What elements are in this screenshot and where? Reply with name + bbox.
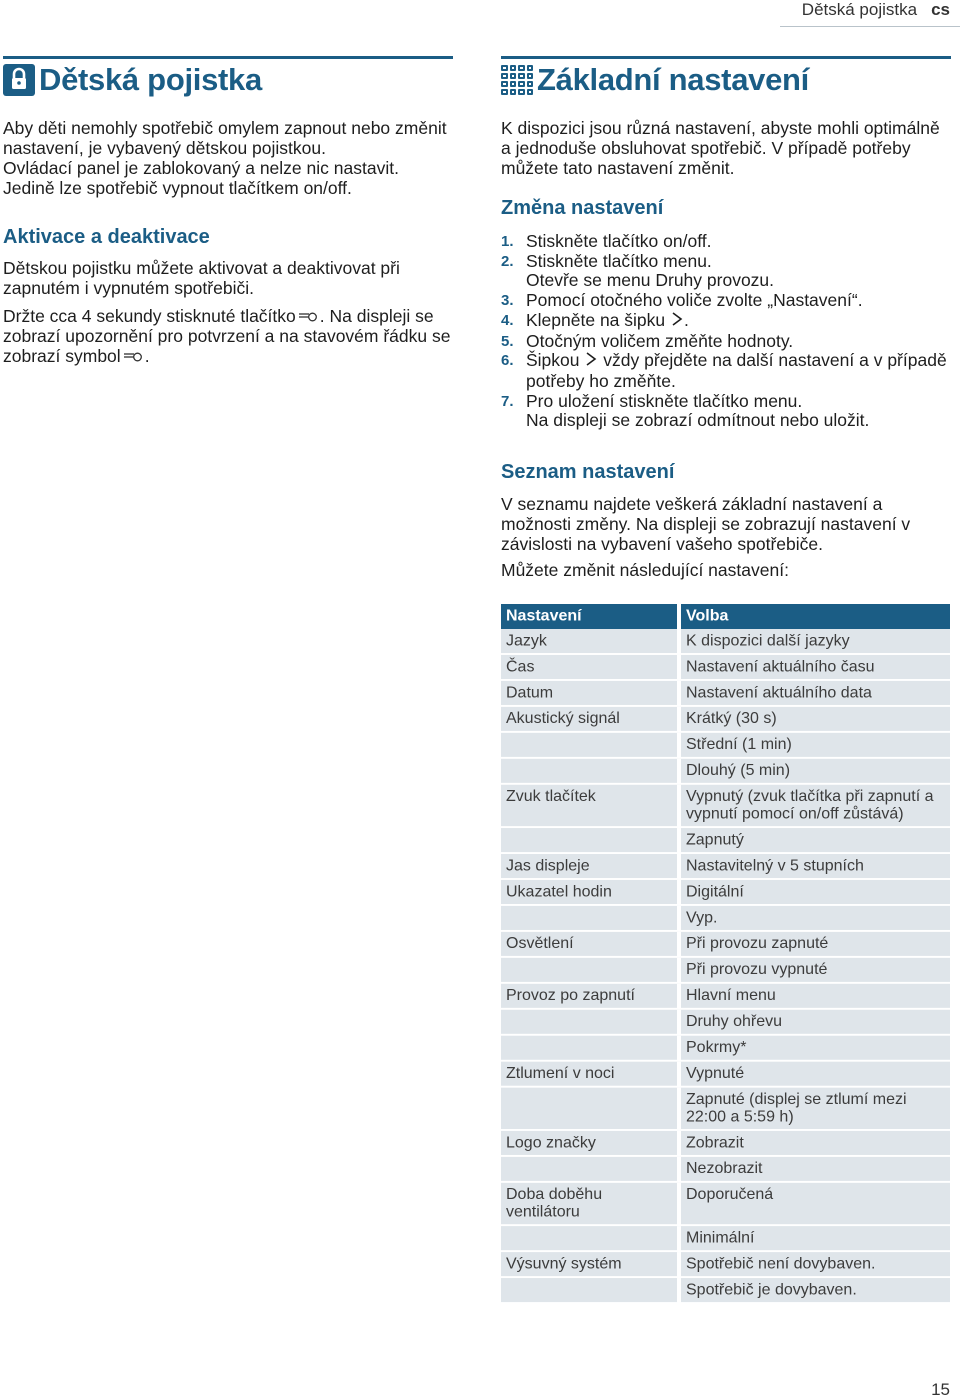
setting-option-cell: Při provozu vypnuté xyxy=(679,957,950,983)
setting-option-cell: Nastavení aktuálního času xyxy=(679,654,950,680)
setting-option-cell: Vypnuté xyxy=(679,1061,950,1087)
setting-option-cell: Digitální xyxy=(679,879,950,905)
step-text: Otočným voličem změňte hodnoty. xyxy=(526,330,794,351)
setting-option-cell: Dlouhý (5 min) xyxy=(679,758,950,784)
header-language: cs xyxy=(931,0,950,19)
step-number: 7. xyxy=(501,392,514,410)
child-lock-section xyxy=(3,56,453,366)
header-rule xyxy=(780,26,960,27)
steps-list xyxy=(501,232,951,431)
setting-name-cell xyxy=(501,827,679,853)
activation-paragraph: Dětskou pojistku můžete aktivovat a deaktivovat při zapnutém i vypnutém spotřebiči. xyxy=(3,258,400,298)
hold-key-text-2: . Na displeji se zobrazí upozornění pro potvrzení a na stavovém řádku se zobrazí symbol xyxy=(3,306,451,366)
step-number: 4. xyxy=(501,311,514,329)
settings-grid-icon xyxy=(501,65,533,95)
step-item xyxy=(501,351,951,391)
table-row xyxy=(501,654,950,680)
status-lock-symbol-icon xyxy=(123,351,143,363)
section-rule xyxy=(3,56,453,59)
table-row xyxy=(501,905,950,931)
setting-name-cell xyxy=(501,1087,679,1130)
setting-option-cell: Zobrazit xyxy=(679,1130,950,1156)
setting-name-cell xyxy=(501,732,679,758)
setting-option-cell: Druhy ohřevu xyxy=(679,1009,950,1035)
setting-option-cell: Nezobrazit xyxy=(679,1156,950,1182)
hold-key-text: Držte cca 4 sekundy stisknuté tlačítko xyxy=(3,306,296,326)
setting-name-cell: Jas displeje xyxy=(501,853,679,879)
change-settings-title: Změna nastavení xyxy=(501,197,664,219)
running-header xyxy=(802,0,950,24)
section-title: Základní nastavení xyxy=(537,62,809,97)
table-row xyxy=(501,706,950,732)
setting-name-cell: Logo značky xyxy=(501,1130,679,1156)
step-text-end: vždy přejděte na další nastavení a v případě potřeby ho změňte. xyxy=(526,350,947,391)
setting-name-cell xyxy=(501,905,679,931)
setting-name-cell: Čas xyxy=(501,654,679,680)
step-number: 6. xyxy=(501,352,514,370)
setting-name-cell: Ztlumení v noci xyxy=(501,1061,679,1087)
setting-option-cell: Krátký (30 s) xyxy=(679,706,950,732)
setting-name-cell xyxy=(501,957,679,983)
chevron-right-icon xyxy=(670,311,684,332)
table-row xyxy=(501,957,950,983)
setting-option-cell: Spotřebič není dovybaven. xyxy=(679,1251,950,1277)
setting-name-cell xyxy=(501,1225,679,1251)
table-row xyxy=(501,784,950,827)
settings-list-title: Seznam nastavení xyxy=(501,461,675,484)
chevron-right-icon xyxy=(584,351,598,372)
setting-name-cell xyxy=(501,1156,679,1182)
table-row xyxy=(501,1251,950,1277)
step-item xyxy=(501,252,951,291)
table-row xyxy=(501,1061,950,1087)
step-text: Stiskněte tlačítko on/off. xyxy=(526,231,712,251)
setting-option-cell: Doporučená xyxy=(679,1182,950,1225)
table-row xyxy=(501,1156,950,1182)
setting-option-cell: Minimální xyxy=(679,1225,950,1251)
lock-icon xyxy=(3,64,35,96)
step-number: 2. xyxy=(501,252,514,270)
setting-option-cell: Pokrmy* xyxy=(679,1035,950,1061)
subsection-title: Aktivace a deaktivace xyxy=(3,226,210,248)
intro-paragraph: K dispozici jsou různá nastavení, abyste mohli optimálně a jednoduše obsluhovat spotřebič. V případě potřeby můžete tato nastavení změnit. xyxy=(501,118,940,178)
step-text: Pomocí otočného voliče zvolte „Nastavení“. xyxy=(526,290,863,311)
step-number: 5. xyxy=(501,332,514,350)
table-row xyxy=(501,1277,950,1303)
list-intro-paragraph: V seznamu najdete veškerá základní nastavení a možnosti změny. Na displeji se zobrazují nastavení v závislosti na vybavení vašeho spotřebiče. xyxy=(501,494,911,555)
header-title: Dětská pojistka xyxy=(801,0,918,19)
setting-option-cell: Nastavitelný v 5 stupních xyxy=(679,853,950,879)
table-row xyxy=(501,1087,950,1130)
setting-name-cell: Osvětlení xyxy=(501,931,679,957)
hold-key-paragraph xyxy=(3,306,453,366)
setting-name-cell xyxy=(501,1035,679,1061)
step-number: 3. xyxy=(501,292,514,310)
table-row xyxy=(501,1009,950,1035)
step-item xyxy=(501,392,951,431)
step-text: Klepněte na šipku xyxy=(526,309,666,330)
step-text-end: . xyxy=(684,309,689,330)
setting-option-cell: Střední (1 min) xyxy=(679,732,950,758)
table-row xyxy=(501,983,950,1009)
intro-paragraph-2: Ovládací panel je zablokovaný a nelze nic nastavit. Jedině lze spotřebič vypnout tlačítkem on/off. xyxy=(3,158,399,198)
basic-settings-section xyxy=(501,56,951,580)
table-row xyxy=(501,853,950,879)
hold-key-text-end: . xyxy=(144,346,150,366)
step-text: Pro uložení stiskněte tlačítko menu. xyxy=(526,390,803,411)
setting-name-cell: Provoz po zapnutí xyxy=(501,983,679,1009)
setting-option-cell: Při provozu zapnuté xyxy=(679,931,950,957)
page-number: 15 xyxy=(931,1380,950,1399)
setting-option-cell: Hlavní menu xyxy=(679,983,950,1009)
step-result: Na displeji se zobrazí odmítnout nebo uložit. xyxy=(526,410,870,431)
step-item xyxy=(501,232,951,252)
step-text: Stiskněte tlačítko menu. xyxy=(526,250,712,271)
step-item xyxy=(501,291,951,311)
setting-name-cell: Doba doběhu ventilátoru xyxy=(501,1182,679,1225)
list-intro-paragraph-2: Můžete změnit následující nastavení: xyxy=(501,560,789,581)
setting-name-cell: Výsuvný systém xyxy=(501,1251,679,1277)
setting-name-cell: Akustický signál xyxy=(501,706,679,732)
setting-option-cell: Zapnuté (displej se ztlumí mezi 22:00 a 5:59 h) xyxy=(679,1087,950,1130)
table-row xyxy=(501,680,950,706)
table-row xyxy=(501,758,950,784)
table-row xyxy=(501,931,950,957)
table-row xyxy=(501,879,950,905)
setting-name-cell: Ukazatel hodin xyxy=(501,879,679,905)
setting-option-cell: Nastavení aktuálního data xyxy=(679,680,950,706)
setting-option-cell: Vypnutý (zvuk tlačítka při zapnutí a vypnutí pomocí on/off zůstává) xyxy=(679,784,950,827)
settings-table xyxy=(501,604,950,1304)
setting-option-cell: K dispozici další jazyky xyxy=(679,629,950,654)
step-item xyxy=(501,332,951,352)
setting-name-cell xyxy=(501,758,679,784)
table-row xyxy=(501,1130,950,1156)
step-item xyxy=(501,311,951,332)
setting-name-cell: Zvuk tlačítek xyxy=(501,784,679,827)
table-row xyxy=(501,629,950,654)
table-row xyxy=(501,732,950,758)
key-lock-symbol-icon xyxy=(298,311,318,323)
step-result: Otevře se menu Druhy provozu. xyxy=(526,270,775,291)
section-title: Dětská pojistka xyxy=(39,62,262,97)
setting-option-cell: Zapnutý xyxy=(679,827,950,853)
setting-option-cell: Spotřebič je dovybaven. xyxy=(679,1277,950,1303)
table-row xyxy=(501,1035,950,1061)
table-row xyxy=(501,1225,950,1251)
step-text: Šipkou xyxy=(526,350,580,371)
table-row xyxy=(501,827,950,853)
setting-name-cell xyxy=(501,1277,679,1303)
setting-name-cell: Datum xyxy=(501,680,679,706)
setting-name-cell: Jazyk xyxy=(501,629,679,654)
table-header-row xyxy=(501,604,950,629)
intro-paragraph: Aby děti nemohly spotřebič omylem zapnout nebo změnit nastavení, je vybavený dětskou pojistkou. xyxy=(3,118,447,158)
table-row xyxy=(501,1182,950,1225)
section-heading xyxy=(501,62,951,98)
table-header-option: Volba xyxy=(679,604,950,629)
section-heading xyxy=(3,62,453,98)
step-number: 1. xyxy=(501,233,514,250)
section-rule xyxy=(501,56,951,59)
table-header-setting: Nastavení xyxy=(501,604,679,629)
setting-option-cell: Vyp. xyxy=(679,905,950,931)
setting-name-cell xyxy=(501,1009,679,1035)
